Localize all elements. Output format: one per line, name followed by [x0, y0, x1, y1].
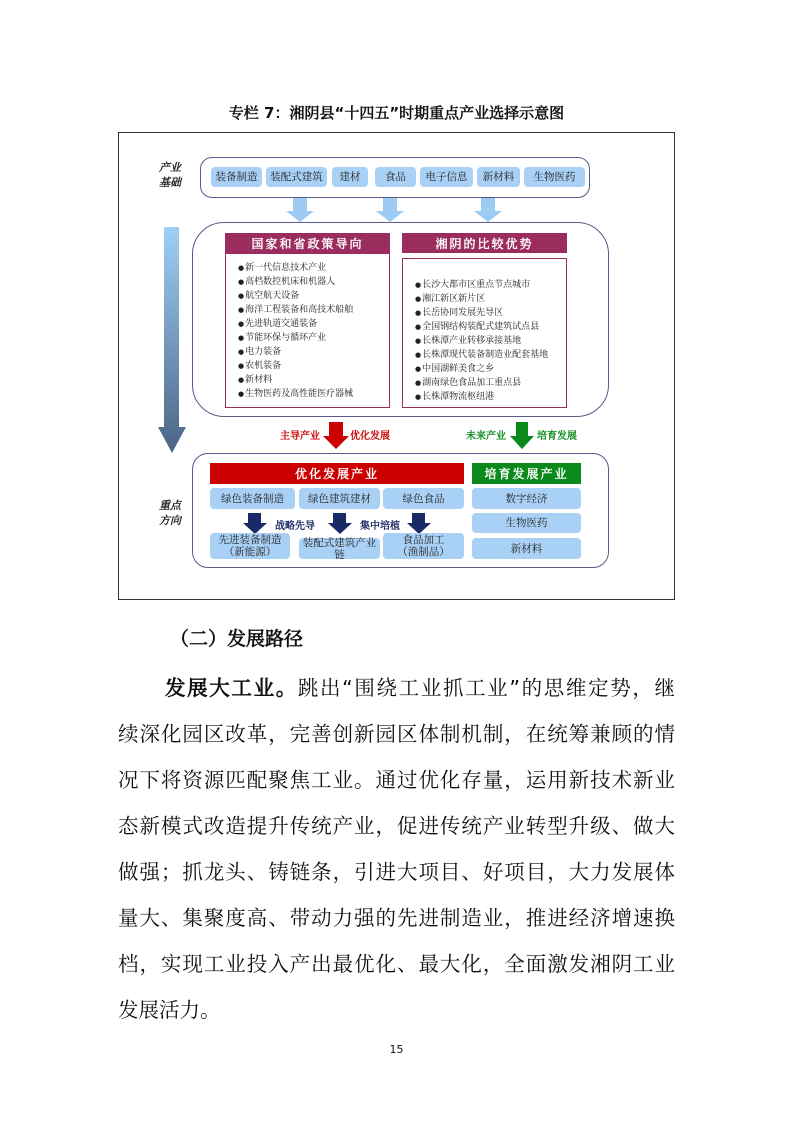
cultivate-item: 数字经济: [472, 488, 581, 509]
base-item: 新材料: [477, 167, 520, 187]
red-down-arrow-icon: [323, 422, 349, 449]
base-item: 建材: [332, 167, 368, 187]
section-heading: （二）发展路径: [170, 628, 304, 650]
list-item: ● 新材料: [238, 373, 389, 387]
paragraph-line: [165, 674, 675, 702]
list-item: ● 生物医药及高性能医疗器械: [238, 387, 389, 401]
list-item: ● 长株潭物流枢纽港: [415, 390, 566, 404]
list-item: ● 湘江新区新片区: [415, 292, 566, 306]
optimize-item: 绿色建筑建材: [299, 488, 380, 509]
label-line: 方向: [159, 514, 181, 527]
list-item: ● 长沙大都市区重点节点城市: [415, 278, 566, 292]
optimize-item: 绿色装备制造: [210, 488, 295, 509]
list-item: ● 先进轨道交通装备: [238, 317, 389, 331]
policy-panel-title: 国家和省政策导向: [225, 233, 390, 253]
page-number: 15: [389, 1043, 404, 1056]
list-item: ● 新一代信息技术产业: [238, 261, 389, 275]
list-item: ● 农机装备: [238, 359, 389, 373]
label-line: 基础: [159, 176, 181, 189]
cultivate-item: 新材料: [472, 538, 581, 559]
list-item: ● 长株潭现代装备制造业配套基地: [415, 348, 566, 362]
list-item: ● 长株潭产业转移承接基地: [415, 334, 566, 348]
list-item: ● 中国湖鲜美食之乡: [415, 362, 566, 376]
focus-label: [158, 498, 182, 528]
strategic-lead-label: 战略先导: [275, 521, 315, 532]
target-line: （新能源）: [223, 546, 277, 558]
paragraph-line: 续深化园区改革，完善创新园区体制机制，在统筹兼顾的情: [118, 722, 675, 746]
focused-cultivation-label: 集中培植: [360, 521, 400, 532]
advantage-list: [402, 258, 567, 408]
optimize-header: 优化发展产业: [210, 463, 464, 484]
cultivate-item: 生物医药: [472, 513, 581, 533]
paragraph-line: 况下将资源匹配聚焦工业。通过优化存量，运用新技术新业: [118, 768, 675, 792]
advantage-panel-title: 湘阴的比较优势: [402, 233, 567, 253]
optimize-label: 优化发展: [350, 431, 390, 442]
base-item: 食品: [375, 167, 416, 187]
list-item: ● 节能环保与循环产业: [238, 331, 389, 345]
optimize-target: [210, 533, 290, 559]
label-line: 重点: [159, 499, 181, 512]
policy-list: [225, 253, 390, 408]
paragraph-line: 态新模式改造提升传统产业，促进传统产业转型升级、做大: [118, 814, 675, 838]
paragraph-line: 档，实现工业投入产出最优化、最大化，全面激发湘阴工业: [118, 952, 675, 976]
target-line: （渔制品）: [397, 546, 450, 558]
green-down-arrow-icon: [510, 422, 534, 449]
label-line: 产业: [159, 161, 181, 174]
figure-title: 专栏 7：湘阴县“十四五”时期重点产业选择示意图: [228, 104, 565, 122]
paragraph-line: 发展活力。: [118, 998, 221, 1022]
base-item: 电子信息: [420, 167, 473, 187]
lead-text: 发展大工业。: [165, 676, 298, 700]
paragraph-line: 做强；抓龙头、铸链条，引进大项目、好项目，大力发展体: [118, 860, 675, 884]
list-item: ● 湖南绿色食品加工重点县: [415, 376, 566, 390]
base-item: 装备制造: [211, 167, 262, 187]
list-item: ● 全国钢结构装配式建筑试点县: [415, 320, 566, 334]
list-item: ● 海洋工程装备和高技术船舶: [238, 303, 389, 317]
line-text: 跳出“围绕工业抓工业”的思维定势，继: [297, 676, 676, 700]
future-industry-label: 未来产业: [466, 431, 506, 442]
optimize-target: [383, 533, 464, 559]
optimize-target: 装配式建筑产业链: [299, 538, 380, 559]
cultivate-header: 培育发展产业: [472, 463, 581, 484]
base-item: 装配式建筑: [266, 167, 327, 187]
list-item: ● 长岳协同发展先导区: [415, 306, 566, 320]
target-line: 先进装备制造: [218, 534, 282, 546]
paragraph-line: 量大、集聚度高、带动力强的先进制造业，推进经济增速换: [118, 906, 675, 930]
list-item: ● 航空航天设备: [238, 289, 389, 303]
base-item: 生物医药: [524, 167, 585, 187]
list-item: ● 高档数控机床和机器人: [238, 275, 389, 289]
down-arrows-icon: [285, 198, 515, 223]
list-item: ● 电力装备: [238, 345, 389, 359]
optimize-item: 绿色食品: [383, 488, 464, 509]
leading-industry-label: 主导产业: [280, 431, 320, 442]
flow-arrow-icon: [158, 227, 186, 454]
target-line: 食品加工: [402, 534, 445, 546]
navy-arrows-icon: [243, 513, 433, 534]
base-label: [158, 160, 182, 190]
cultivate-label: 培育发展: [537, 431, 577, 442]
